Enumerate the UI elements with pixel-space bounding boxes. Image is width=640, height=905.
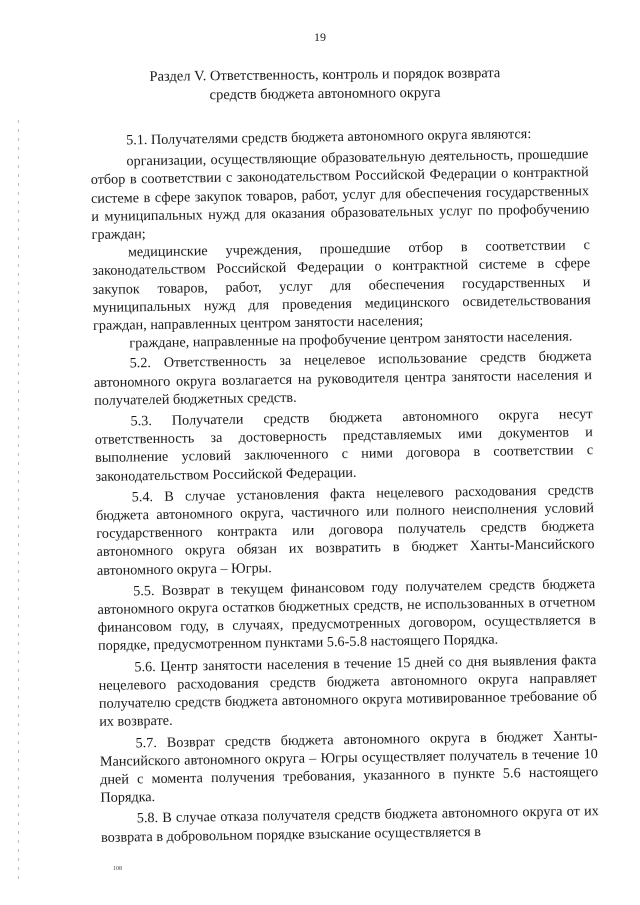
paragraph-medical: медицинские учреждения, прошедшие отбор в соответствии с законодательством Российской Федерации о контрактной системе в сфере закупок товаров, работ, услуг для обеспечения государственных и муниципальных нужд для проведения медицинского освидетельствования граждан, направленных центром занятости населения;: [92, 237, 591, 335]
paragraph-citizens: граждане, направленные на профобучение центром занятости населения.: [129, 328, 573, 352]
page-number: 19: [314, 30, 326, 44]
section-heading-line-2: средств бюджета автономного округа: [209, 84, 441, 104]
paragraph-5-2: 5.2. Ответственность за нецелевое использование средств бюджета автономного округа возлагается на руководителя центра занятости населения и получателей бюджетных средств.: [93, 348, 593, 409]
paragraph-5-1: 5.1. Получателями средств бюджета автономного округа являются:: [126, 126, 532, 149]
paragraph-5-6: 5.6. Центр занятости населения в течение 15 дней со дня выявления факта нецелевого расходования средств бюджета автономного округа направляет получателю средств бюджета автономного округа мотивированное требование об их возврате.: [98, 651, 598, 731]
paragraph-5-5: 5.5. Возврат в текущем финансовом году получателем средств бюджета автономного округа остатков бюджетных средств, не использованных в отчетном финансовом году, в случаях, предусмотренных договором, осуществляется в порядке, предусмотренном пунктами 5.6-5.8 настоящего Порядка.: [97, 575, 596, 655]
section-heading: [80, 63, 570, 106]
document-body: [90, 124, 599, 849]
footer-mark: 108: [113, 866, 122, 872]
paragraph-5-4: 5.4. В случае установления факта нецелевого расходования средств бюджета автономного округа, частичного или полного неисполнения условий государственного контракта или договора получатель средств бюджета автономного округа обязан их возвратить в бюджет Ханты-Мансийского автономного округа – Югры.: [95, 481, 595, 579]
paragraph-5-7: 5.7. Возврат средств бюджета автономного округа в бюджет Ханты-Мансийского автономного округа – Югры осуществляет получатель в течение 10 дней с момента получения требования, указанного в пункте 5.6 настоящего Порядка.: [99, 727, 599, 807]
paragraph-organizations: организации, осуществляющие образовательную деятельность, прошедшие отбор в соответствии с законодательством Российской Федерации о контрактной системе в сфере закупок товаров, работ, услуг для обеспечения государственных и муниципальных нужд для оказания образовательных услуг по профобучению граждан;: [90, 146, 590, 244]
paragraph-5-3: 5.3. Получатели средств бюджета автономного округа несут ответственность за достоверность представляемых ими документов и выполнение условий заключенного с ними договора в соответствии с законодательством Российской Федерации.: [94, 406, 594, 485]
section-heading-line-1: Раздел V. Ответственность, контроль и порядок возврата: [149, 65, 501, 85]
paragraph-5-8: 5.8. В случае отказа получателя средств бюджета автономного округа от их возврата в добровольном порядке взыскание осуществляется в: [100, 803, 599, 846]
scan-edge-line: [18, 120, 19, 880]
